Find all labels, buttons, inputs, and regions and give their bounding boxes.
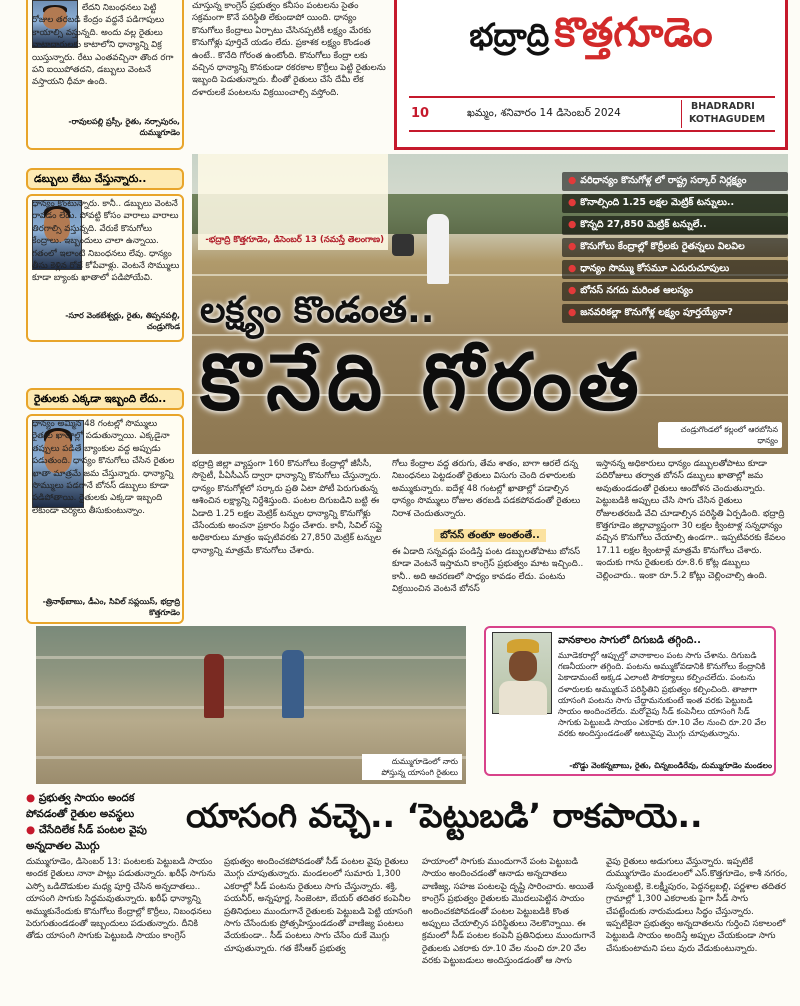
story-column-2-text: గోలు కేంద్రాల వద్ద తరుగు, తేమ శాతం, బాగా ఆరలే దన్న నిబంధనలు పెట్టడంతో రైతులు విసుగు చెంది దళారులకు అమ్ముకున్నారు. ఐదేళ్ల 48 గంటల్లో ఖాతాల్లో పడాల్సిన ధాన్యం సొమ్ములు రోజుల తరబడి పడకపోవడంతో రైతులు నిరాశ చెందుతున్నారు.: [392, 459, 581, 519]
farmer-figure: [427, 214, 449, 284]
bullet-item: ● ధాన్యం సొమ్ము కోసమూ ఎదురుచూపులు: [562, 260, 788, 279]
opinion-box-3: [26, 414, 184, 624]
opinion-box-1: [26, 0, 184, 150]
worker-figure: [204, 654, 224, 718]
opinion-3-heading: రైతులకు ఎక్కడా ఇబ్బంది లేదు..: [26, 388, 184, 410]
headline-2: యాసంగి వచ్చె.. ‘పెట్టుబడి’ రాకపాయె..: [186, 796, 703, 835]
opinion-1-signature: -రావులపల్లి ప్రస్సీ, రైతు, నర్సాపురం, దుమ్ముగూడెం: [68, 117, 180, 137]
farmer-photo-quote: [492, 632, 552, 714]
opinion-2-signature: -సూర వెంకటేశ్వర్లు, రైతు, తిప్పనపల్లి, చండ్రుగొండ: [65, 311, 180, 331]
motorcycle-figure: [392, 234, 414, 256]
bullet-item: ● కొన్నది 27,850 మెట్రిక్ టన్నులే..: [562, 216, 788, 235]
story2-column-1: దుమ్ముగూడెం, డిసెంబర్ 13: పంటలకు పెట్టుబడి సాయం అందక రైతులు నానా పాట్లు పడుతున్నారు. ఖరీఫ్ సాగును ఎస్సో ఒడిదొడుకుల మధ్య పూర్తి చేసిన అన్నదాతలు.. యాసంగి సాగుకు సిద్ధమవుతున్నారు. ఖరీఫ్ ధాన్యాన్ని అమ్ముకునేందుకు కొనుగోలు కేంద్రాల్లో కొర్రీలు, నిబంధనలు పెరుగుతుండడంతో ఇబ్బందులు పడుతున్నారు. దీనికి తోడు యాసంగి సాగుకు పెట్టుబడి సాయం కాంగ్రెస్: [26, 857, 216, 942]
masthead: [394, 0, 788, 150]
highlight-bullets: [562, 172, 788, 326]
headline2-bullets: [26, 790, 176, 854]
masthead-info-bar: [409, 96, 775, 132]
page-number: 10: [411, 106, 430, 121]
edition-line-1: BHADRADRI: [691, 101, 755, 112]
opinion-2-text: ధాన్యం కొంటున్నారు. కానీ.. డబ్బులు వెంటనే రావడం లేదు. పోవట్టి కోసం వారాలు వారాలు తిరగాల్సి వస్తున్నది. వేరుకే కొనుగోలు కేంద్రాలు. ఇబ్బందులు చాలా ఉన్నాయి. గతంలో ఇలాంటి నిబంధనలు లేవు. ధాన్యం తీసు కెళ్లిన రోజే కోపేవాళ్లు. వెంటనే సొమ్ములు కూడా బ్యాంకు ఖాతాలో పడిపోయేవి.: [32, 199, 180, 284]
story-column-2-continued: ఈ ఏడాది సన్నవడ్లు పండిస్తే పంట డబ్బులతోపాటు బోనస్ కూడా వెంటనే ఇస్తామని కాంగ్రెస్ ప్రభుత్వం మాట ఇచ్చింది.. కానీ.. అది ఆచరణలో సాధ్యం కావడం లేదు. పంటను విక్రయించిన వెంటనే బోనస్: [392, 547, 584, 595]
headline-small: లక్ష్యం కొండంత..: [200, 290, 435, 331]
bonus-subhead: బోనస్ తంతూ అంతంతే..: [434, 529, 546, 542]
story-column-2: [392, 458, 588, 618]
story2-column-3: హయాంలో సాగుకు ముందుగానే పంట పెట్టుబడి సాయం అందించడంతో ఆనాడు అన్నదాతలు వాణిజ్య, సహజ పంటలపై దృష్టి సారించారు. అయితే కాంగ్రెస్ ప్రభుత్వం రైతులకు మొదలుపెట్టిన సాయం అందించకపోవడంతో పంటల పెట్టుబడికి కొంత అప్పులు చేయాల్సిన పరిస్థితులు నెలకొన్నాయి. ఈ క్రమంలో సీడ్ పంటల కంపెనీ ప్రతినిధులు ముందుగానే రైతులకు ఎకరాకు రూ.10 వేల నుంచి రూ.20 వేల వరకు పెట్టుబడులు అందిస్తుండడంతో ఆ సాగు: [422, 857, 596, 967]
photo-caption-box-text: -భద్రాద్రి కొత్తగూడెం, డిసెంబర్ 13 (నమస్తే తెలంగాణ): [205, 235, 384, 245]
opinion-1-text: లేదని నిబంధనలు పెట్టి రోజుల తరబడి కేంద్రం వద్దనే పడిగాపులు కాయాల్సి వస్తున్నది. అందు వల్ల రైతులు వాటాదారులకు కాటాలోని ధాన్యాన్ని విక్ర యిస్తున్నారు. రేటు ఎంతవచ్చినా తొంద రగా పని ఐయిపోతదని, డబ్బులు వెంటనే వస్తాయని ధీమా ఉంది.: [32, 3, 174, 88]
opinion-3-signature: -త్రినాథ్‌బాబు, డీఎం, సివిల్ సప్లయిస్, భద్రాద్రి కొత్తగూడెం: [42, 597, 180, 617]
edition-line-2: KOTHAGUDEM: [689, 114, 766, 125]
story-column-1: భద్రాద్రి జిల్లా వ్యాప్తంగా 160 కొనుగోలు కేంద్రాల్లో జీసీసీ, సొసైటీ, పీఏసీఎస్ ద్వారా ధాన్యాన్ని కొనుగోలు చేస్తున్నారు. ధాన్యం కొనుగోళ్లలో సర్కారు ప్రతి ఏటా పోటీ పెరుగుతున్న ఆశించిన లక్ష్యాన్ని నిర్దేశిస్తుంది. పంటల దిగుబడిని బట్టి ఈ ఏడాది 1.25 లక్షల మెట్రిక్ టన్నుల ధాన్యాన్ని కొనుగోళ్లు చేసేందుకు అంచనా ప్రకారం సిద్ధం చేశారు. కానీ, సివిల్ సప్లై అధికారులు మాత్రం ఇప్పటివరకు 27,850 మెట్రిక్ టన్నుల ధాన్యాన్ని మాత్రమే కొనుగోలు చేశారు.: [192, 459, 382, 556]
quote-text: మూడెకరాల్లో ఆప్పుల్తో వానాకాలం పంట సాగు చేశాను. దిగుబడి గణనీయంగా తగ్గింది. పంటను అమ్ముకోవడానికి కొనుగోలు కేంద్రానికి పెకాడామంటే అక్కడ ఎలాంటి సౌకర్యాలు కల్పించలేదు. పంటను దళారులకు అమ్ముకునే పరిస్థితిని ప్రభుత్వం కల్పించింది. తాజాగా యాసంగి పంటను సాగు చేద్దామనుకుంటే ఇంత వరకు పెట్టుబడి సాయం అందించలేదు. మరోవైపు సీడ్ కంపెనీలు యాసంగి సీడ్ సాగుకు పెట్టుబడి సాయం ఎకరాకు రూ.10 వేల నుంచి రూ.20 వేల వరకు అందిస్తుండడంతో అటువైపు మొగ్గు చూపుతున్నాను.: [558, 650, 767, 739]
headline-main: కొనేది గోరంత: [200, 338, 645, 428]
story2-column-2: ప్రభుత్వం అందించకపోవడంతో సీడ్ పంటల వైపు రైతులు మొగ్గు చూపుతున్నారు. మండలంలో సుమారు 1,300 ఎకరాల్లో సీడ్ పంటను రైతులు సాగు చేస్తున్నారు. శక్తి, పయనీర్, అన్నపూర్ణ, సింజెంటా, బేయర్ తదితర కంపెనీల ప్రతినిధులు ముందుగానే రైతులకు పెట్టుబడి పెట్టి యాసంగి సాగు చేసేందుకు ప్రోత్సహిస్తుండడంతో వాణిజ్య పంటలు వేయకుండా.. సీడ్ పంటలు సాగు చేసేం దుకే మొగ్గు చూపుతున్నారు. గత కేసీఆర్ ప్రభుత్వ: [224, 857, 413, 954]
bullet-item: ● జనవరికల్లా కొనుగోళ్ల లక్ష్యం పూర్తయ్యేనా?: [562, 304, 788, 323]
worker-figure: [282, 650, 304, 718]
farmer-quote-box: [484, 626, 776, 776]
masthead-title: [397, 10, 785, 66]
photo1-caption: చండ్రుగొండలో కల్లంలో ఆరబోసిన ధాన్యం: [658, 422, 782, 448]
masthead-title-part1: భద్రాద్రి: [469, 16, 550, 54]
nursery-photo: [36, 626, 466, 784]
quote-heading: వానకాలం సాగులో దిగుబడి తగ్గింది..: [558, 635, 701, 646]
story-column-3: ఇస్తానన్న అధికారులు ధాన్యం డబ్బులతోపాటు కూడా పదిరోజులు తర్వాత బోనస్ డబ్బులు ఖాతాల్లో జమ అవుతుండడంతో రైతులు ఆందోళన చెందుతున్నారు. పెట్టుబడికి అప్పులు చేసి సాగు చేసిన రైతులు రోజులతరబడి వేచి చూడాల్సిన పరిస్థితి ఏర్పడింది. భద్రాద్రి కొత్తగూడెం జిల్లావ్యాప్తంగా 30 లక్షల క్వింటాళ్ల సన్నధాన్యం వచ్చిన కొనుగోలు చేయాల్సి ఉండగా.. ఇప్పటివరకు కేవలం 17.11 లక్షల క్వింటాళ్లే మాత్రమే కొనుగోలు చేశారు. ఇందుకు గాను రైతులకు రూ.8.6 కోట్ల డబ్బులు చెల్లించారు.. ఇంకా రూ.5.2 కోట్లు చెల్లించాల్సి ఉంది.: [596, 459, 786, 581]
opinion-box-2: [26, 194, 184, 342]
opinion-2-heading: డబ్బులు లేటు చేస్తున్నారు..: [26, 168, 184, 190]
photo-caption-box: [198, 154, 388, 250]
bullet-item: ● ప్రభుత్వ సాయం అందక పోవడంతో రైతుల అవస్థలు: [26, 792, 135, 820]
bullet-item: ● చేసేదిలేక సీడ్ పంటల వైపు అన్నదాతల మొగ్గు: [26, 824, 147, 852]
masthead-title-part2: కొత్తగూడెం: [554, 10, 713, 56]
opinion-3-text: ధాన్యం అమ్మిన 48 గంటల్లో సొమ్ములు రైతుల ఖాతాల్లో పడుతున్నాయి. ఎక్కడైనా తప్పులు పడితే బ్యాంకుల వద్ద అప్పుడు పడుతుంది. ధాన్యం కొనుగోలు చేసిన రైతుల ఖాతా మాత్రమే జమ చేస్తున్నారు. ధాన్యాన్ని సొమ్ములు పడగానే బోనస్ డబ్బులు కూడా పడిపోతాయి. రైతులకు ఎక్కడా ఇబ్బంది లేకుండా చర్యలు తీసుకుంటున్నాం.: [32, 419, 175, 516]
intro-paragraph: చూస్తున్న కాంగ్రెస్ ప్రభుత్వం కనీసం పంటలను సైతం సక్రమంగా కొనే పరిస్థితి లేకుండాపో యింది. ధాన్యం కొనుగోలు కేంద్రాలు ఏర్పాటు చేసినప్పటికీ లక్ష్యం మేరకు కొనుగోళ్లు పూర్తిచే యడం లేదు. ప్రకాశక లక్ష్యం కొండంత ఉంటే.. కొనేది గోరంత ఉంటోంది. కొనుగోలు కేంద్రా లకు వచ్చిన ధాన్యాన్ని కొనకుండా రకరకాల కొర్రీలు పెట్టి రైతులను ఇబ్బంది పెడుతున్నారు. బీంతో రైతులు చేసే దేమీ లేక దళారులకే పంటలను విక్రయించాల్సి వస్తోంది.: [192, 1, 386, 98]
bullet-item: ● కొనాల్సింది 1.25 లక్షల మెట్రిక్ టన్నులు..: [562, 194, 788, 213]
photo2-caption: దుమ్ముగూడెంలో నారు పోస్తున్న యాసంగి రైతులు: [362, 754, 462, 780]
story2-column-4: వైపు రైతులు అడుగులు వేస్తున్నారు. ఇప్పటికే దుమ్ముగూడెం మండలంలో ఎస్.కొత్తగూడెం, కాశీ నగరం, సున్నంబట్టి, కె.లక్ష్మీపురం, పెద్దనల్లబల్లి, పర్ణశాల తదితర గ్రామాల్లో 1,300 ఎకరాలకు పైగా సీడ్ సాగు చేపట్టేందుకు నారుమడులు సిద్ధం చేస్తున్నారు. ఇప్పటికైనా ప్రభుత్వం అన్నదాతలను గుర్తించి సకాలంలో పెట్టుబడి సాయం అందిస్తే అప్పుల చేయకుండా సాగు చేసుకుంటామని పలు వురు వేడుకుంటున్నారు.: [606, 857, 788, 954]
bullet-item: ● వరిధాన్యం కొనుగోళ్ల లో రాష్ట్ర సర్కార్ నిర్లక్ష్యం: [562, 172, 788, 191]
dateline: ఖమ్మం, శనివారం 14 డిసెంబర్ 2024: [467, 107, 621, 119]
bullet-item: ● కొనుగోలు కేంద్రాల్లో కొర్రీలకు రైతన్నలు విలవిల: [562, 238, 788, 257]
quote-signature: -బొడ్డు వెంకన్నబాబు, రైతు, చిన్నబండిరేవు, దుమ్ముగూడెం మండలం: [569, 761, 772, 770]
bullet-item: ● బోనస్ నగదు మరింత ఆలస్యం: [562, 282, 788, 301]
